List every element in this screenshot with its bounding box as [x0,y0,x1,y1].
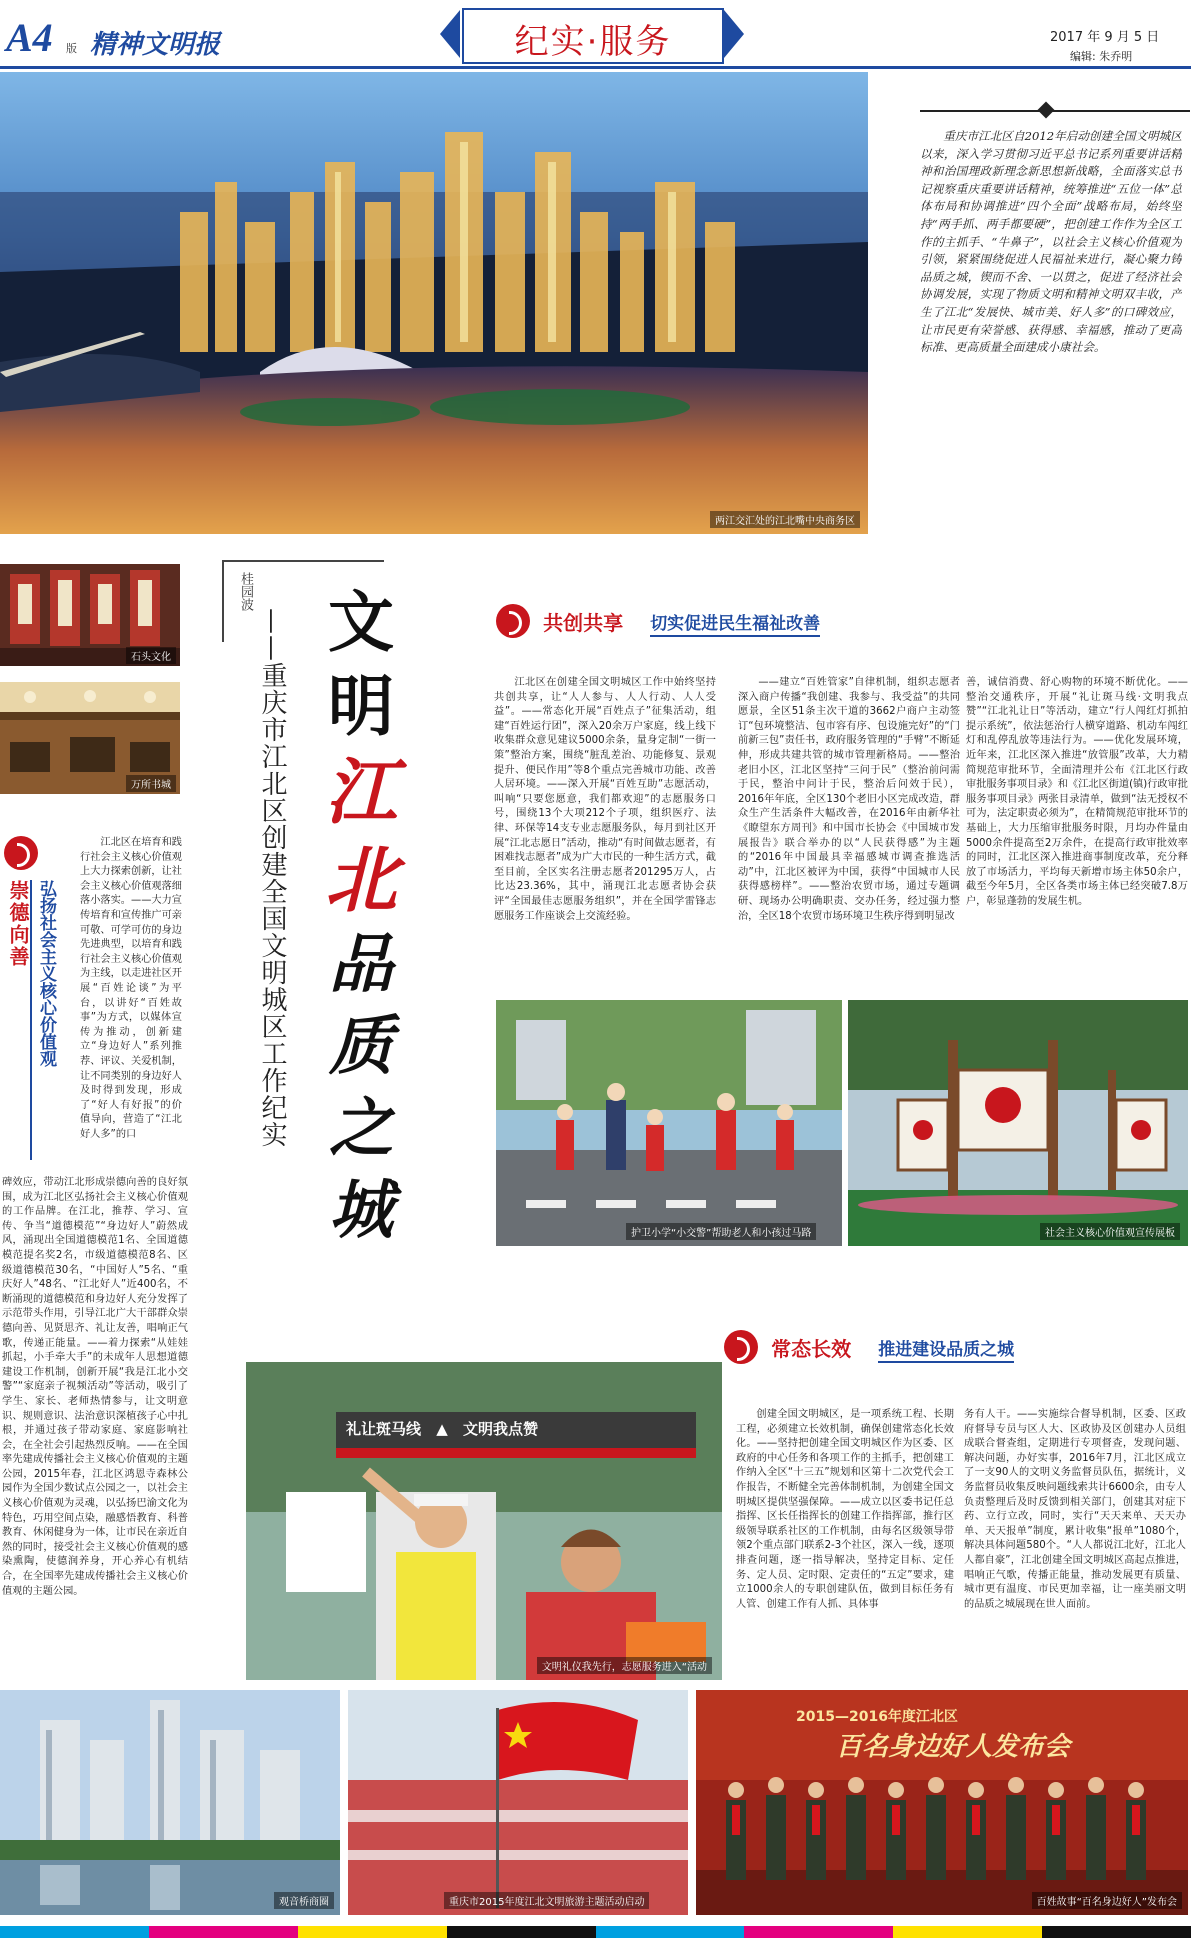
section1-sub: 切实促进民生福祉改善 [650,614,820,637]
headline-char: 品 [329,927,393,1002]
headline-char: 质 [329,1009,393,1084]
left-section-title: 崇德向善 [6,880,30,968]
volunteer-banner-text [346,1418,538,1439]
section-mark-icon [724,1330,758,1364]
color-swatch [893,1926,1042,1938]
section-mark-icon [4,836,38,870]
left-photo-top-caption: 石头文化 [126,647,176,664]
section2-title: 常态长效 [771,1336,852,1361]
color-swatch [0,1926,149,1938]
paper-name: 精神文明报 [90,30,221,60]
bottom-photo-2 [348,1690,688,1915]
masthead [0,0,1191,70]
display-board-caption: 社会主义核心价值观宣传展板 [1040,1223,1180,1240]
section-title: 纪实·服务 [514,22,672,62]
headline-char: 江 [324,749,397,834]
left-section-text-wide: 碑效应，带动江北形成崇德向善的良好氛围，成为江北区弘扬社会主义核心价值观的工作品牌。在江北，推荐、学习、宣传、争当“道德模范”“身边好人”蔚然成风，涌现出全国道德模范1名、全国道德模范提名奖2名，市级道德模范8名、区级道德模范30名，“中国好人”5名、“重庆好人”48名、“江北好人”近400名，不断涌现的道德模范和身边好人充分发挥了示范带头作用，引导江北广大干部群众崇德向善、见贤思齐、礼让友善，唱响正气歌，传递正能量。——着力探索“从娃娃抓起，小手牵大手”的未成年人思想道德建设工作机制，创新开展“我是江北小交警”“家庭亲子视频活动”等活动，吸引了学生、家长、老师热情参与，让文明意识、规则意识、法治意识深植孩子心中扎根，并通过孩子带动家庭、家庭影响社会，在全社会引起热烈反响。——在全国率先建成传播社会主义核心价值观的主题公园，2015年春，江北区鸿恩寺森林公园作为全国少数试点公园之一，以社会主义核心价值观为灵魂，以弘扬巴渝文化为特色，巧用空间点染，融感悟教育、科普教育、休闲健身为一体，让市民在亲近自然的同时，接受社会主义核心价值观的感染熏陶，使德润养身，开心养心有机结合，在全国率先建成传播社会主义核心价值观的主题公园。 [2,1177,188,1597]
traffic-caption: 护卫小学“小交警”帮助老人和小孩过马路 [626,1223,816,1240]
bottom-photo-3-caption: 百姓故事“百名身边好人”发布会 [1032,1892,1182,1909]
headline-char: 明 [328,667,394,745]
bottom-photo-1-caption: 观音桥商圈 [274,1892,334,1909]
ceremony-banner-year: 2015—2016年度江北区 [796,1709,958,1725]
left-section-icon [4,836,38,870]
section-mark-icon [496,604,530,638]
section1-title: 共创共享 [543,610,624,635]
author-byline: 桂园波 [238,572,253,611]
banner-right-text: 文明我点赞 [463,1420,539,1438]
children-crossing-image [496,1000,842,1246]
display-board-photo [848,1000,1188,1246]
color-swatch [447,1926,596,1938]
section1-col3: 善，诚信消费、舒心购物的环境不断优化。——整治交通秩序，开展“礼让斑马线·文明我点赞”“江北礼让日”等活动，建立“行人闯红灯抓拍提示系统”，依法惩治行人横穿道路、机动车闯红灯和乱停乱放等违法行为。——优化发展环境，近年来，江北区深入推进“放管服”改革，大力精简规范审批环节，全面清理并公布《江北区行政审批服务事项目录》和《江北区街道(镇)行政审批服务事项目录》两张目录清单，做到“法无授权不可为，法定职责必须为”，在精简规范审批环节的基础上，大力压缩审批服务时限，月均办件量由5000余件提高至2万余件，在提高行政审批效率的同时，江北区深入推进商事制度改革，充分释放了市场活力，平均每天新增市场主体50余户，截至今年5月，全区各类市场主体已经突破7.8万户，彰显蓬勃的发展生机。 [966,677,1188,907]
volunteer-caption: 文明礼仪我先行，志愿服务进入“活动 [537,1657,712,1674]
color-swatch [149,1926,298,1938]
bottom-photo-2-caption: 重庆市2015年度江北文明旅游主题活动启动 [444,1892,649,1909]
intro-rule-diamond [1038,102,1055,119]
left-photo-second [0,682,180,794]
section2-sub: 推进建设品质之城 [878,1340,1014,1363]
bottom-photo-1 [0,1690,340,1915]
editor-line: 编辑: 朱乔明 [1070,50,1133,63]
color-swatch [298,1926,447,1938]
value-board-image [848,1000,1188,1246]
color-swatch [744,1926,893,1938]
headline-char: 之 [329,1091,393,1166]
volunteer-crossing-image [246,1362,722,1680]
color-swatch [596,1926,745,1938]
left-section-sub: 弘扬社会主义核心价值观 [30,880,59,1160]
section-tab-left-deco [440,10,460,58]
page-number: A4 [6,15,53,60]
headline-title [306,580,416,1300]
headline-char: 城 [329,1173,393,1248]
hero-caption: 两江交汇处的江北嘴中央商务区 [710,511,860,528]
intro-text: 重庆市江北区自2012年启动创建全国文明城区以来，深入学习贯彻习近平总书记系列重要讲话精神和治国理政新理念新思想新战略，全面落实总书记视察重庆重要讲话精神，统筹推进“五位一体”总体布局和协调推进“四个全面”战略布局，始终坚持“两手抓、两手都要硬”，把创建工作作为全区工作的主抓手、“牛鼻子”，以社会主义核心价值观为引领，紧紧围绕促进人民福祉来进行，凝心聚力铸品质之城，锲而不舍、一以贯之，促进了经济社会协调发展，实现了物质文明和精神文明双丰收，产生了江北“发展快、城市美、好人多”的口碑效应，让市民更有荣誉感、获得感、幸福感，推动了更高标准、更高质量全面建成小康社会。 [920,129,1182,355]
header-rule [0,66,1191,69]
night-skyline-image [0,72,868,534]
headline-char: 北 [324,837,397,922]
banner-left-text: 礼让斑马线 [346,1420,422,1438]
traffic-photo [496,1000,842,1246]
section1-col1: 江北区在创建全国文明城区工作中始终坚持共创共享，让“人人参与、人人行动、人人受益”。——常态化开展“百姓点子”征集活动，组建“百姓运行团”，深入20余万户家庭，线上线下收集群众意见建议5000余条，量身定制“一街一策”整治方案，围绕“脏乱差治、功能修复、景观提升、便民作用”等8个重点完善城市功能、改善人居环境。——深入开展“百姓互助”志愿活动，叫响“只要您愿意，我们都欢迎”的志愿服务口号，围绕13个大项212个子项，组织医疗、法律、环保等14支专业志愿服务队，每月到社区开展“江北志愿日”活动，推动“有时间做志愿者，有困难找志愿者”成为广大市民的一种生活方式，截至目前，全区实名注册志愿者201295万人，占比达23.36%，其中，涌现江北志愿者协会获评“全国最佳志愿服务组织”，并在全国学雷锋志愿服务工作座谈会上交流经验。 [494,677,716,922]
hero-photo [0,72,868,534]
section2-col1: 创建全国文明城区，是一项系统工程、长期工程，必须建立长效机制，确保创建常态化长效化。——坚持把创建全国文明城区作为区委、区政府的中心任务和各项工作的主抓手，把创建工作纳入全区“十三五”规划和区第十二次党代会工作报告，不断健全完善体制机制，为创建全国文明城区提供坚强保障。——成立以区委书记任总指挥、区长任指挥长的创建工作指挥部，推行区级领导联系社区的工作机制，由每名区级领导带领2个重点部门联系2-3个社区，深入一线，逐项排查问题，逐一指导解决，坚持定目标、定任务、定人员、定时限、定责任的“五定”要求，建立1000余人的专职创建队伍，做到目标任务有人管、创建工作有人抓、具体事 [736,1409,954,1610]
section-tab-right-deco [724,10,744,58]
guanyinqiao-image [0,1690,340,1915]
flag-ceremony-image [348,1690,688,1915]
left-photo-second-caption: 万所书城 [126,775,176,792]
print-color-bar [0,1926,1191,1938]
color-swatch [1042,1926,1191,1938]
ceremony-banner-main: 百名身边好人发布会 [836,1732,1071,1762]
bottom-photo-3 [696,1690,1188,1915]
section1-header [496,604,996,644]
page-ban: 版 [66,42,77,55]
intro-rule [920,110,1190,112]
banner-separator: ▲ [436,1420,448,1438]
volunteer-photo [246,1362,722,1680]
section2-col2: 务有人干。——实施综合督导机制，区委、区政府督导专员与区人大、区政协及区创建办人员组成联合督查组，定期进行专项督查，发现问题、解决问题，办好实事，2016年7月，江北区成立了一支90人的文明义务监督员队伍，据统计，义务监督员收集反映问题线索共计6600余，由专人负责整理后及时反馈到相关部门，创建其对症下药、立行立改，同时，实行“天天来单、天天办单、天天报单”制度，累计收集“报单”1080个，解决具体问题580个。“人人都说江北好，江北人人都自豪”，江北创建全国文明城区高起点推进，唱响正气歌，传播正能量，推动发展更有质量、城市更有温度、市民更加幸福，让一座美丽文明的品质之城展现在世人面前。 [964,1409,1186,1610]
section1-col2: ——建立“百姓管家”自律机制，组织志愿者深入商户传播“我创建、我参与、我受益”的共同愿景，全区51条主次干道的3662户商户主动签订“包环境整洁、包市容有序、包设施完好”的“门前新三包”责任书，政府服务管理的“手臂”不断延伸，形成共建共管的城市管理新格局。——整治老旧小区，江北区坚持“三问于民”（整治前问需于民，整治中问计于民，整治后问效于民），2016年年底，全区130个老旧小区完成改造，群众生产生活条件大幅改善，在2016年由新华社《瞭望东方周刊》和中国市长协会《中国城市发展报告》联合举办的以“人民获得感”为主题的“2016年中国最具幸福感城市调查推选活动”中，江北区被评为中国，获得“中国城市人民获得感榜样”。——整治农贸市场，通过专题调研、现场办公明确职责、交办任务，经过强力整治，全区18个农贸市场环境卫生秩序得到明显改 [738,677,960,922]
issue-date: 2017 年 9 月 5 日 [1050,30,1160,45]
left-section-text-narrow: 江北区在培育和践行社会主义核心价值观上大力探索创新，让社会主义核心价值观落细落小落实。——大力宣传培育和宣传推广可亲可敬、可学可仿的身边先进典型，以培育和践行社会主义核心价值观为主线，以走进社区开展“百姓论谈”为平台，以讲好“百姓故事”为方式，以媒体宣传为推动，创新建立“身边好人”系列推荐、评议、关爱机制，让不同类别的身边好人及时得到发现，形成了“好人有好报”的价值导向，营造了“江北好人多”的口 [80,837,182,1140]
section2-header [724,1330,1184,1370]
headline-char: 文 [328,583,394,661]
left-photo-top [0,564,180,666]
headline-subtitle: ——重庆市江北区创建全国文明城区工作纪实 [257,608,287,1148]
